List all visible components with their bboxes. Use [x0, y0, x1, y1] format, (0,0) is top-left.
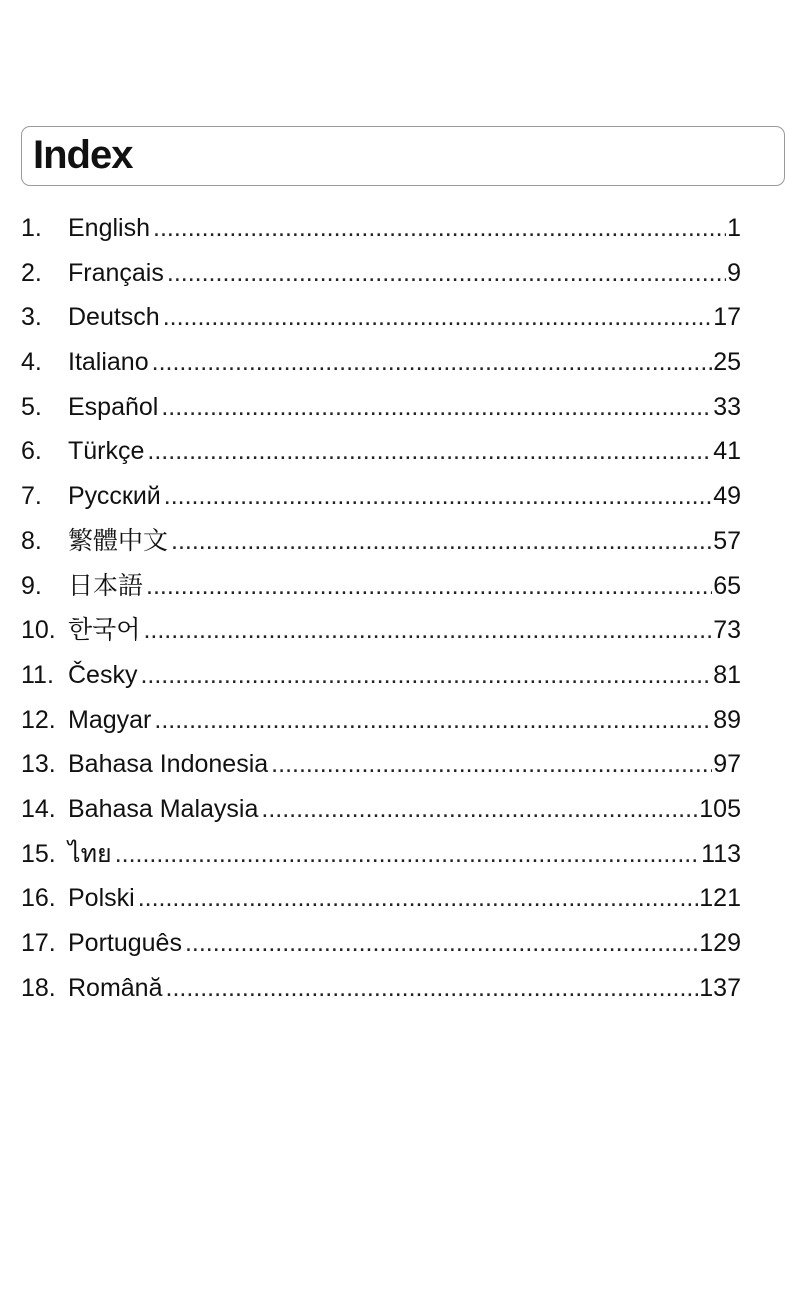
- toc-entry-label: ไทย: [68, 839, 112, 868]
- toc-entry[interactable]: [21, 385, 741, 430]
- toc-entry-page: 9: [727, 258, 741, 287]
- toc-entry[interactable]: [21, 251, 741, 296]
- toc-entry-leader: [140, 653, 712, 698]
- toc-entry[interactable]: [21, 519, 741, 564]
- toc-entry[interactable]: [21, 295, 741, 340]
- toc-entry-page: 129: [699, 929, 741, 957]
- toc-entry-page: 17: [713, 303, 741, 332]
- toc-entry-leader: [153, 206, 726, 251]
- toc-entry-label: Français: [68, 258, 164, 287]
- toc-entry[interactable]: [21, 832, 741, 877]
- toc-entry-number: 17.: [21, 929, 56, 957]
- toc-entry-leader: [161, 385, 712, 430]
- toc-entry-page: 57: [713, 526, 741, 555]
- toc-entry[interactable]: [21, 564, 741, 609]
- toc-entry-number: 6.: [21, 437, 42, 466]
- toc-entry-page: 49: [713, 482, 741, 511]
- toc-entry-label: Polski: [68, 884, 135, 913]
- toc-entry-label: Türkçe: [68, 437, 145, 466]
- toc-entry-leader: [152, 340, 713, 385]
- toc-entry-leader: [171, 519, 712, 564]
- toc-entry-leader: [185, 921, 698, 966]
- table-of-contents: [21, 206, 741, 1010]
- toc-entry-page: 65: [713, 571, 741, 600]
- page-title: Index: [33, 133, 133, 177]
- toc-entry-leader: [138, 876, 699, 921]
- toc-entry-leader: [166, 966, 699, 1011]
- toc-entry-number: 11.: [21, 660, 54, 689]
- toc-entry-page: 33: [713, 392, 741, 421]
- toc-entry-leader: [261, 787, 698, 832]
- toc-entry[interactable]: [21, 206, 741, 251]
- toc-entry-label: Bahasa Indonesia: [68, 750, 269, 779]
- toc-entry-number: 12.: [21, 705, 56, 734]
- toc-entry-page: 81: [713, 660, 741, 689]
- toc-entry-leader: [271, 742, 712, 787]
- toc-entry[interactable]: [21, 340, 741, 385]
- toc-entry-number: 8.: [21, 526, 42, 555]
- toc-entry-page: 137: [699, 973, 741, 1002]
- toc-entry[interactable]: [21, 608, 741, 653]
- toc-entry-number: 4.: [21, 348, 42, 377]
- toc-entry-leader: [143, 608, 712, 653]
- toc-entry-label: Español: [68, 392, 159, 421]
- toc-entry-page: 105: [699, 794, 741, 823]
- toc-entry-page: 97: [713, 750, 741, 779]
- toc-entry-leader: [154, 698, 712, 743]
- toc-entry-number: 14.: [21, 794, 56, 823]
- toc-entry-label: 한국어: [68, 616, 141, 645]
- toc-entry[interactable]: [21, 787, 741, 832]
- toc-entry-page: 89: [713, 705, 741, 734]
- toc-entry-leader: [146, 564, 712, 609]
- toc-entry-label: English: [68, 214, 150, 242]
- toc-entry[interactable]: [21, 876, 741, 921]
- toc-entry-number: 7.: [21, 482, 42, 511]
- toc-entry[interactable]: [21, 698, 741, 743]
- toc-entry-number: 16.: [21, 884, 56, 913]
- toc-entry-page: 121: [699, 884, 741, 913]
- toc-entry-page: 73: [713, 616, 741, 645]
- toc-entry-number: 3.: [21, 303, 42, 332]
- toc-entry-label: Deutsch: [68, 303, 160, 332]
- toc-entry-leader: [115, 832, 700, 877]
- index-header-box: [21, 126, 785, 186]
- toc-entry-label: Русский: [68, 482, 161, 511]
- toc-entry-number: 15.: [21, 839, 56, 868]
- toc-entry-number: 5.: [21, 392, 42, 421]
- toc-entry[interactable]: [21, 653, 741, 698]
- toc-entry[interactable]: [21, 742, 741, 787]
- toc-entry-leader: [147, 429, 712, 474]
- toc-entry-label: 繁體中文: [68, 526, 169, 555]
- toc-entry-number: 9.: [21, 571, 42, 600]
- toc-entry[interactable]: [21, 474, 741, 519]
- toc-entry[interactable]: [21, 429, 741, 474]
- toc-entry-label: Bahasa Malaysia: [68, 794, 259, 823]
- toc-entry-page: 1: [727, 214, 741, 242]
- toc-entry-label: Česky: [68, 660, 138, 689]
- toc-entry-number: 10.: [21, 616, 56, 645]
- toc-entry-label: Română: [68, 973, 163, 1002]
- toc-entry-label: Italiano: [68, 348, 149, 377]
- toc-entry-number: 2.: [21, 258, 42, 287]
- toc-entry-number: 13.: [21, 750, 56, 779]
- toc-entry[interactable]: [21, 966, 741, 1011]
- toc-entry-page: 25: [713, 348, 741, 377]
- toc-entry-label: Magyar: [68, 705, 152, 734]
- toc-entry-number: 1.: [21, 214, 42, 242]
- toc-entry[interactable]: [21, 921, 741, 966]
- toc-entry-leader: [164, 474, 712, 519]
- toc-entry-label: Português: [68, 929, 182, 957]
- toc-entry-page: 113: [701, 839, 741, 868]
- toc-entry-page: 41: [713, 437, 741, 466]
- toc-entry-label: 日本語: [68, 571, 144, 600]
- toc-entry-number: 18.: [21, 973, 56, 1002]
- toc-entry-leader: [163, 295, 712, 340]
- toc-entry-leader: [167, 251, 726, 296]
